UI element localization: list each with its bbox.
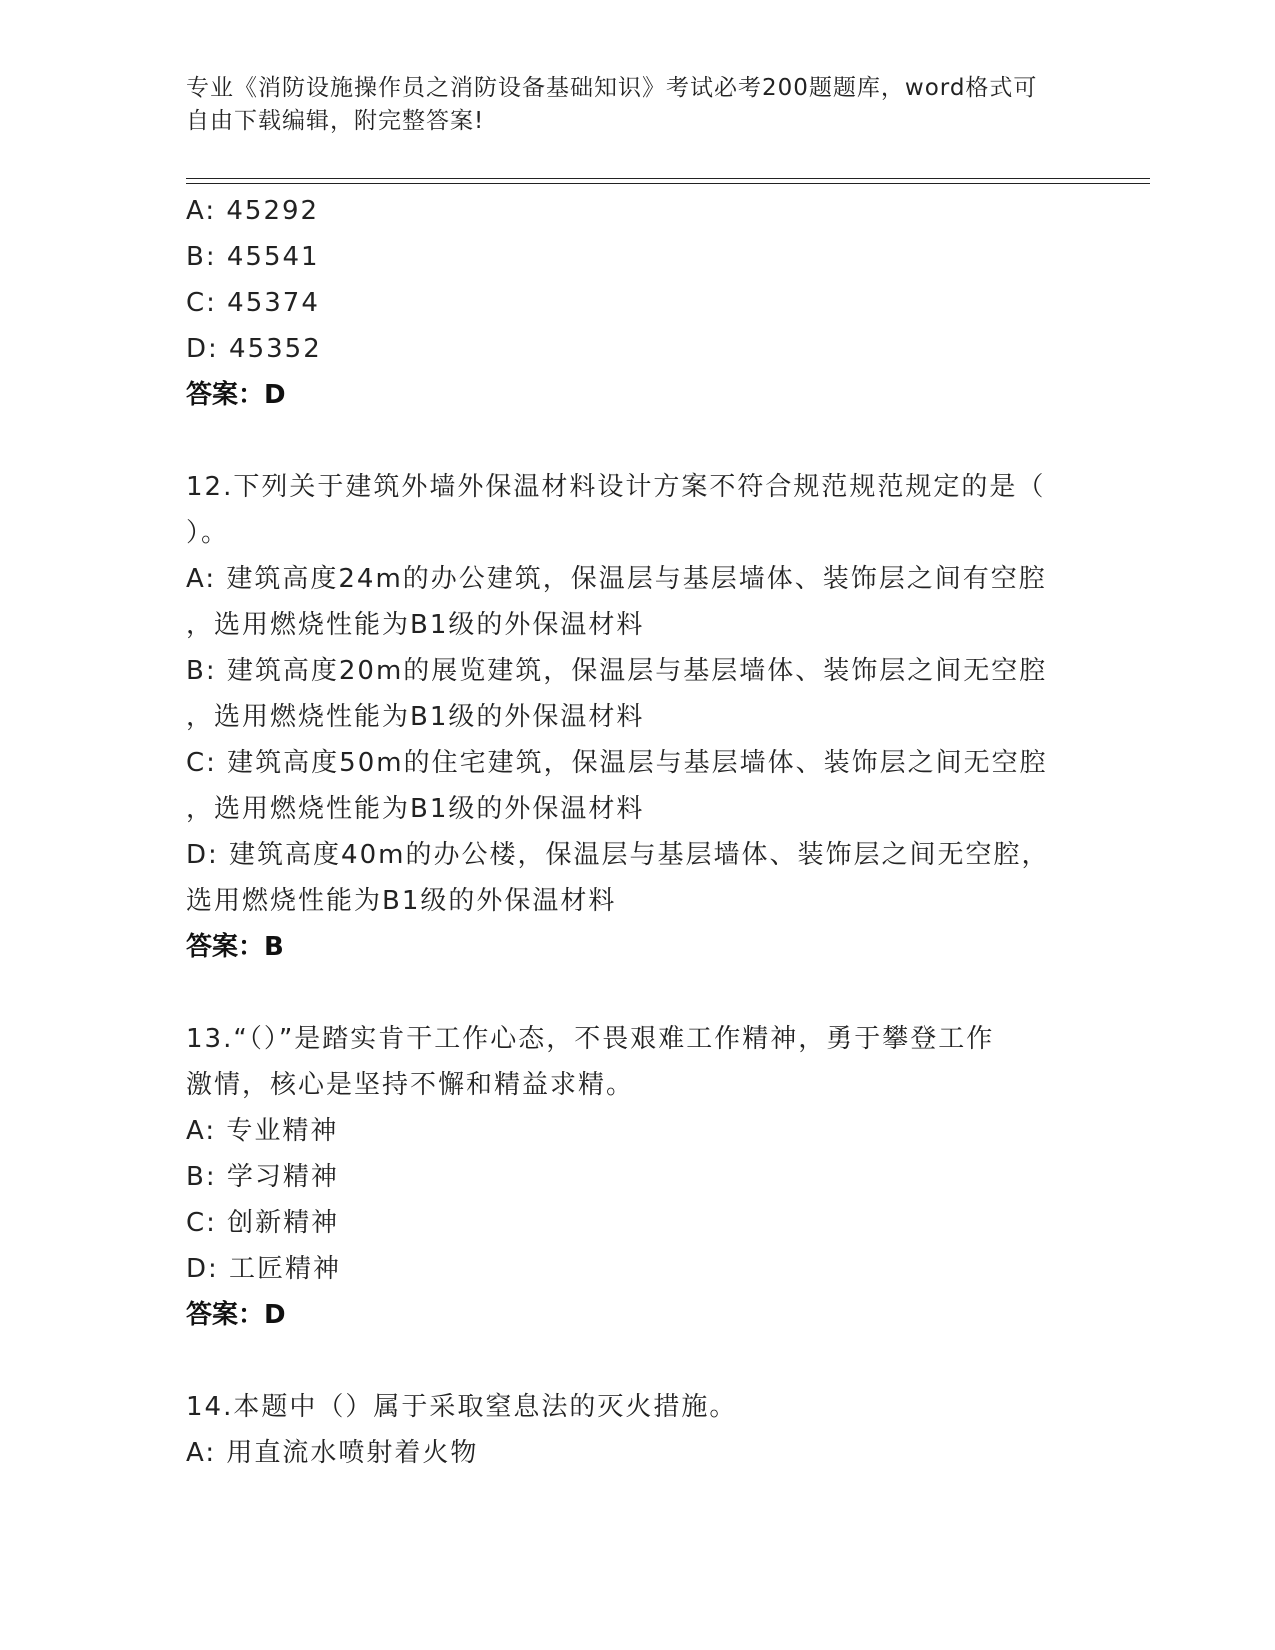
option-a: A: 用直流水喷射着火物 — [186, 1438, 479, 1468]
document-header — [186, 72, 1086, 138]
option-a-cont: ，选用燃烧性能为B1级的外保温材料 — [186, 610, 645, 640]
question-text: 13.“（）”是踏实肯干工作心态，不畏艰难工作精神，勇于攀登工作 — [186, 1024, 995, 1054]
option-d: D: 工匠精神 — [186, 1254, 342, 1284]
option-d: D: 45352 — [186, 334, 322, 364]
option-c: C: 建筑高度50m的住宅建筑，保温层与基层墙体、装饰层之间无空腔 — [186, 748, 1048, 778]
question-text-cont: ）。 — [186, 518, 230, 548]
answer-line: 答案：D — [186, 380, 286, 410]
question-text: 12.下列关于建筑外墙外保温材料设计方案不符合规范规范规定的是（ — [186, 472, 1046, 502]
option-a: A: 建筑高度24m的办公建筑，保温层与基层墙体、装饰层之间有空腔 — [186, 564, 1047, 594]
option-b: B: 学习精神 — [186, 1162, 339, 1192]
header-divider-top — [186, 178, 1150, 179]
question-block-13 — [186, 1016, 1086, 1338]
question-block-14 — [186, 1384, 1086, 1476]
option-b-cont: ，选用燃烧性能为B1级的外保温材料 — [186, 702, 645, 732]
header-line-1: 专业《消防设施操作员之消防设备基础知识》考试必考200题题库，word格式可 — [186, 75, 1038, 101]
header-divider-bottom — [186, 183, 1150, 184]
option-d-cont: 选用燃烧性能为B1级的外保温材料 — [186, 886, 617, 916]
option-a: A: 45292 — [186, 196, 320, 226]
answer-line: 答案：D — [186, 1300, 286, 1330]
question-text-cont: 激情，核心是坚持不懈和精益求精。 — [186, 1070, 635, 1100]
question-text: 14.本题中（）属于采取窒息法的灭火措施。 — [186, 1392, 738, 1422]
option-c-cont: ，选用燃烧性能为B1级的外保温材料 — [186, 794, 645, 824]
option-c: C: 创新精神 — [186, 1208, 340, 1238]
spacer — [186, 1338, 1086, 1384]
question-block-prev — [186, 188, 1086, 418]
option-a: A: 专业精神 — [186, 1116, 339, 1146]
option-b: B: 建筑高度20m的展览建筑，保温层与基层墙体、装饰层之间无空腔 — [186, 656, 1048, 686]
spacer — [186, 970, 1086, 1016]
question-block-12 — [186, 464, 1086, 970]
spacer — [186, 418, 1086, 464]
question-content — [186, 188, 1086, 1476]
header-line-2: 自由下载编辑，附完整答案! — [186, 108, 485, 134]
option-c: C: 45374 — [186, 288, 320, 318]
answer-line: 答案：B — [186, 932, 284, 962]
option-b: B: 45541 — [186, 242, 320, 272]
option-d: D: 建筑高度40m的办公楼，保温层与基层墙体、装饰层之间无空腔， — [186, 840, 1050, 870]
